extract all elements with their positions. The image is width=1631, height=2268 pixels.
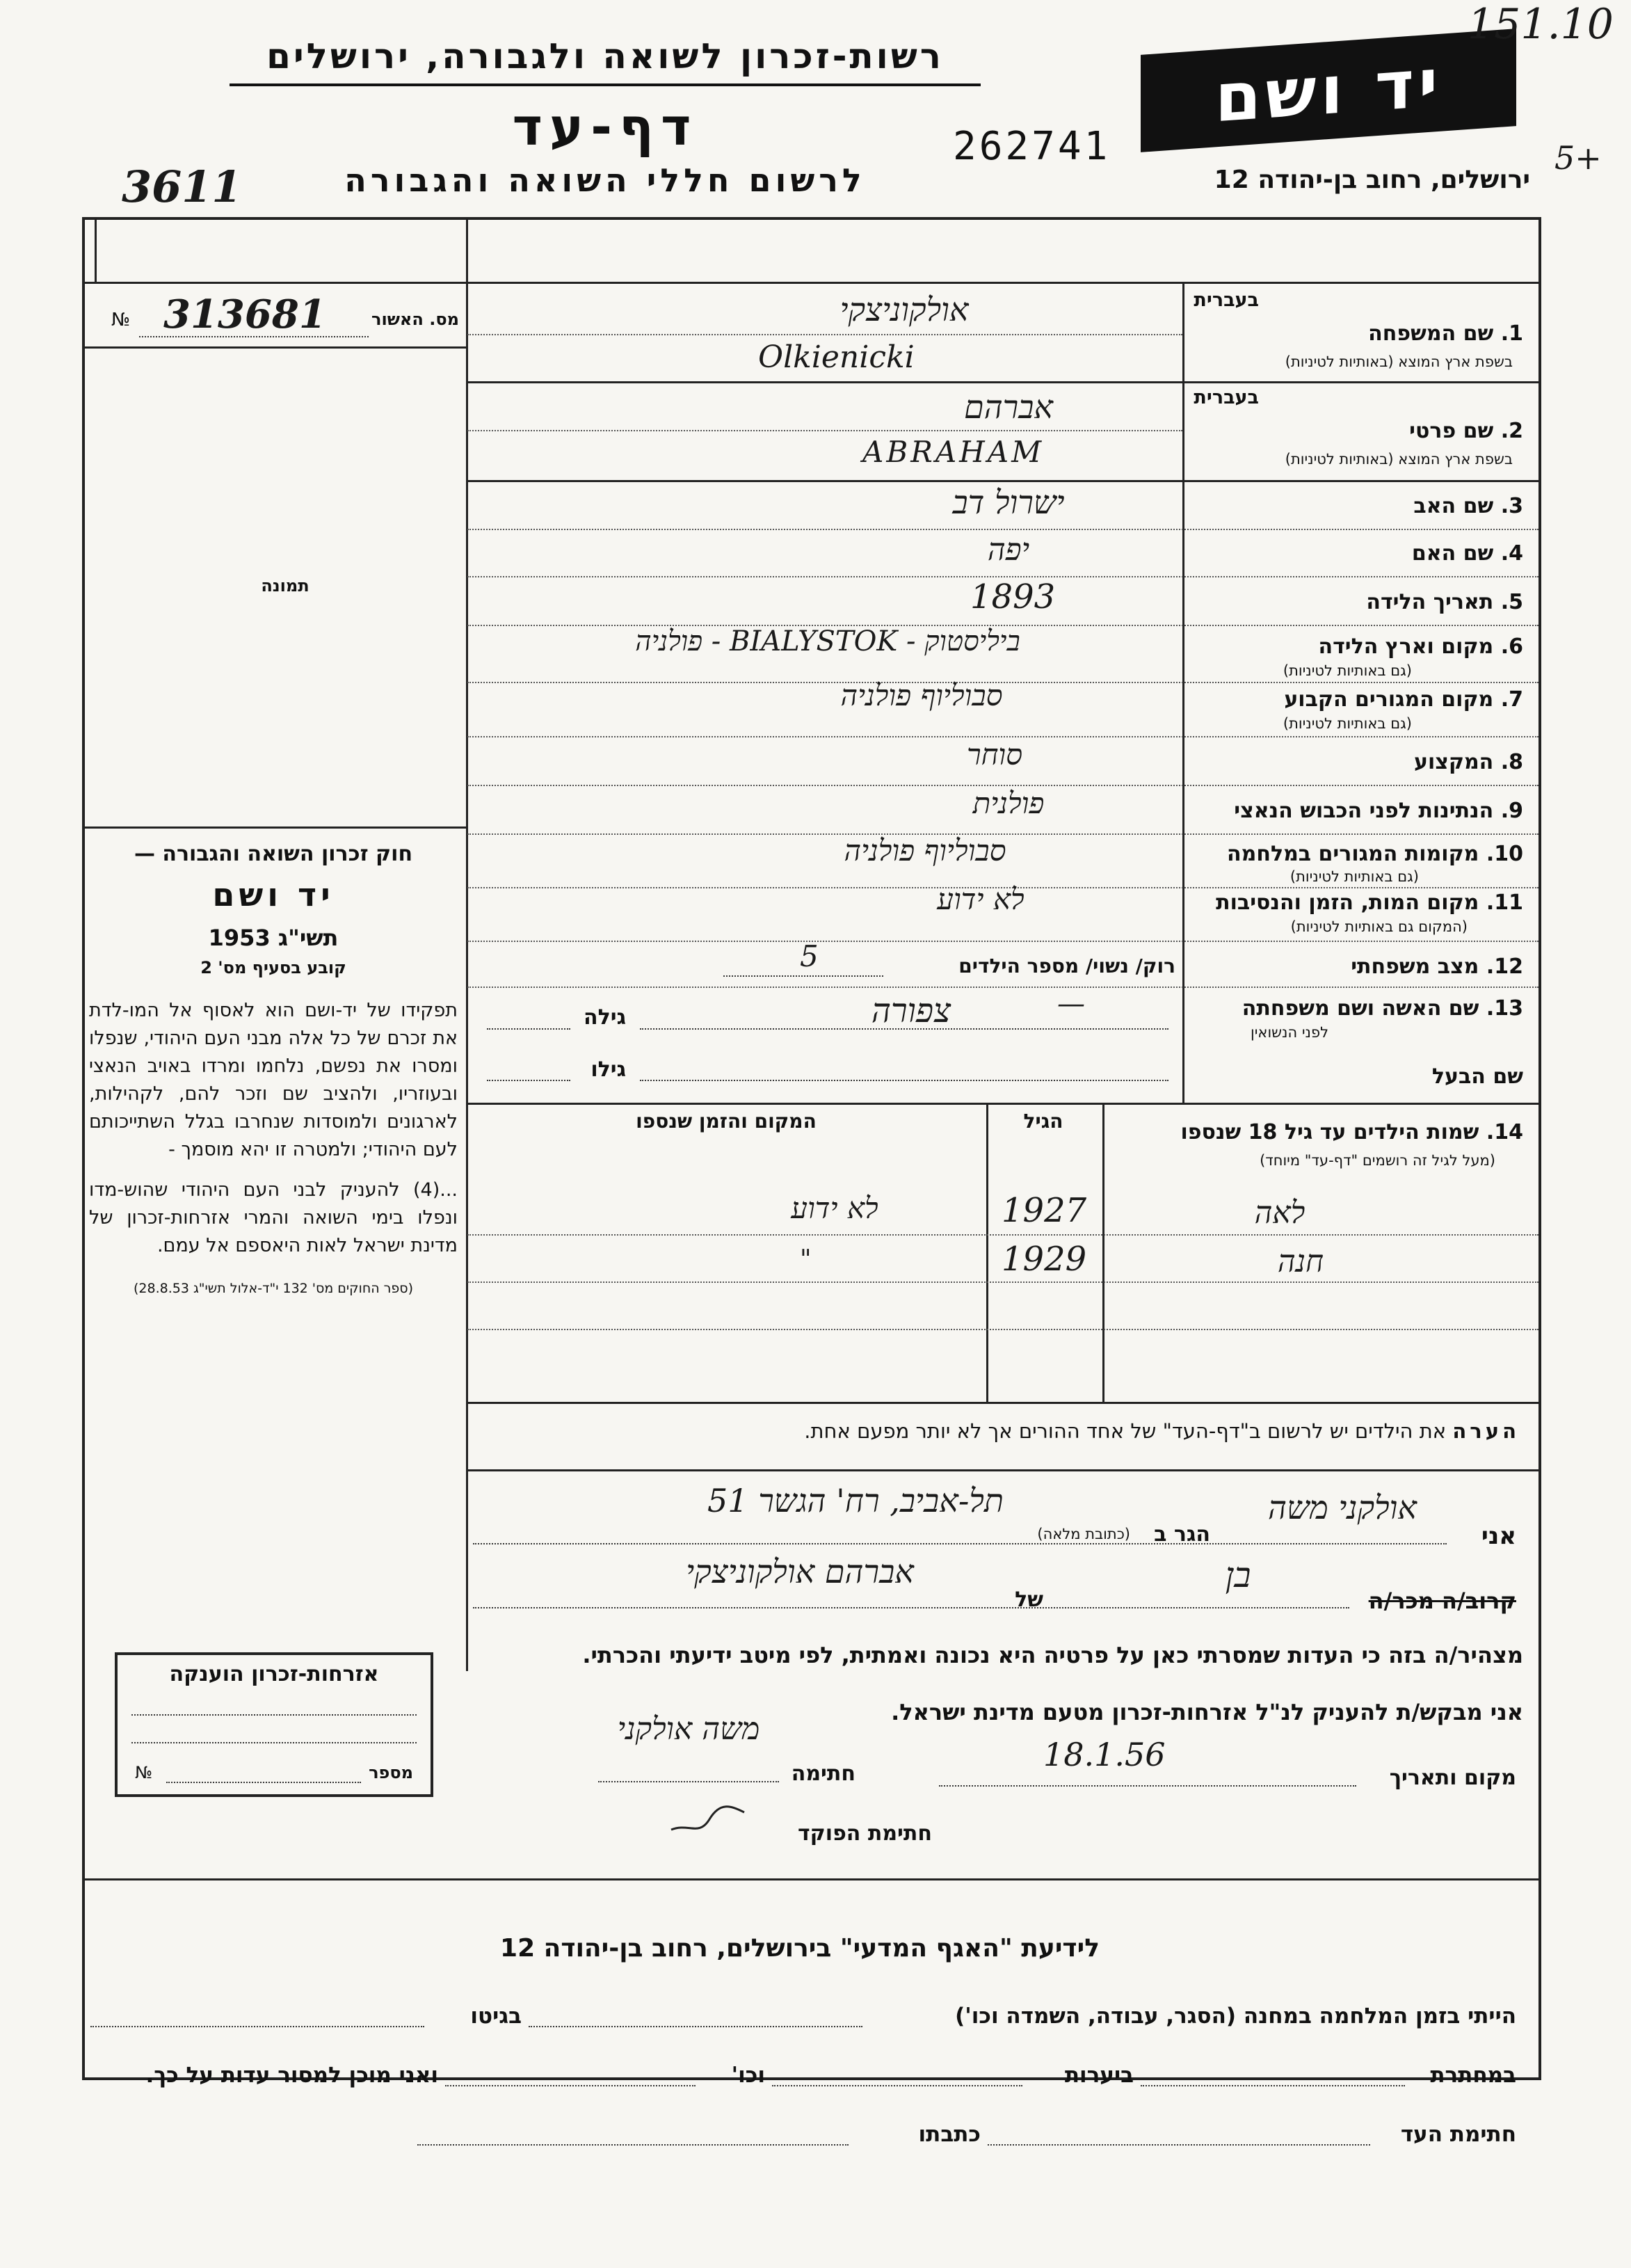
field-3-value[interactable]: ישרול דב bbox=[952, 484, 1065, 521]
field-6-label bbox=[1189, 634, 1523, 659]
husband-label: שם הבעל bbox=[1431, 1064, 1523, 1089]
official-signature-scribble bbox=[668, 1798, 751, 1840]
resides-sub: (כתובת מלאה) bbox=[1037, 1526, 1130, 1542]
remark-text: את הילדים יש לרשום ב"דף-העד" של אחד ההורים אך לא יותר מפעם אחת. bbox=[804, 1419, 1447, 1443]
field-2-hebrew-header: בעברית bbox=[1194, 387, 1259, 408]
ghetto-label: בגיטו bbox=[470, 2004, 522, 2029]
child-1-place[interactable]: לא ידוע bbox=[791, 1191, 878, 1225]
field-6-text: מקום וארץ הלידה bbox=[1318, 634, 1494, 659]
form-subtitle: לרשום חללי השואה והגבורה bbox=[344, 161, 866, 199]
handwritten-code: 3611 bbox=[122, 161, 242, 212]
citizenship-box bbox=[115, 1652, 433, 1797]
registration-number[interactable]: 313681 bbox=[163, 292, 326, 337]
citizenship-title: אזרחות-זכרון הוענקה bbox=[169, 1662, 379, 1686]
field-11-value[interactable]: לא ידוע bbox=[937, 882, 1025, 916]
declarant-address[interactable]: תל-אביב, רח' הגשר 51 bbox=[707, 1482, 1004, 1519]
child-1-name[interactable]: לאה bbox=[1254, 1195, 1305, 1231]
row3-line bbox=[467, 529, 1538, 530]
official-signature-label: חתימת הפוקד bbox=[798, 1821, 932, 1846]
citizenship-number-line bbox=[166, 1782, 361, 1783]
authority-underline bbox=[230, 83, 981, 86]
field-10-value[interactable]: סבוליוף פולניה bbox=[844, 833, 1006, 868]
forests-line bbox=[772, 2085, 1022, 2086]
citizenship-no-symbol: № bbox=[135, 1763, 152, 1782]
children-title bbox=[1106, 1120, 1523, 1144]
field-1-text: שם המשפחה bbox=[1368, 321, 1494, 346]
children-title-text: שמות הילדים עד גיל 18 שנספו bbox=[1180, 1120, 1479, 1144]
row1a-line bbox=[467, 334, 1182, 335]
place-date-line bbox=[939, 1785, 1356, 1787]
child-row-1-line bbox=[467, 1234, 1538, 1236]
field-13-sub: לפני הנשואין bbox=[1250, 1024, 1328, 1041]
field-11-text: מקום המות, הזמן והנסיבות bbox=[1216, 891, 1479, 915]
relative-line bbox=[473, 1607, 1349, 1608]
field-5-num: 5. bbox=[1500, 590, 1523, 614]
field-8-label bbox=[1189, 750, 1523, 774]
field-4-value[interactable]: יפה bbox=[987, 532, 1030, 568]
address: ירושלים, רחוב בן-יהודה 12 bbox=[1214, 166, 1530, 194]
authority-title: רשות-זכרון לשואה ולגבורה, ירושלים bbox=[266, 36, 944, 77]
child-row-2-line bbox=[467, 1281, 1538, 1283]
field-13-label bbox=[1189, 996, 1523, 1021]
field-12-line bbox=[723, 975, 883, 977]
etc-label: וכו' bbox=[731, 2063, 765, 2088]
field-12-num: 12. bbox=[1486, 955, 1523, 979]
field-12-status-options: רוק/ נשוי/ מספר הילדים bbox=[958, 955, 1175, 977]
field-8-text: המקצוע bbox=[1413, 750, 1494, 774]
of-value[interactable]: אברהם אולקוניצקי bbox=[686, 1553, 914, 1590]
signature-value[interactable]: משה אולקני bbox=[617, 1711, 760, 1747]
law-text-2: ...(4) להעניק לבני העם היהודי שהוש-מדו ונפלו בימי השואה והמרי אזרחות-זכרון של מדינת ישראל לאות היאספם אל עמם. bbox=[89, 1179, 458, 1256]
field-2-value[interactable]: אברהם bbox=[963, 388, 1054, 426]
testimony-label: ואני מוכן למסור עדות על כך. bbox=[145, 2063, 438, 2088]
child-2-name[interactable]: חנה bbox=[1277, 1244, 1324, 1279]
photo-bottom bbox=[82, 826, 466, 829]
field-8-value[interactable]: סוחר bbox=[966, 737, 1023, 772]
declaration-ani: אני bbox=[1481, 1522, 1516, 1550]
field-2-num: 2. bbox=[1500, 419, 1523, 443]
of-label: של bbox=[1015, 1588, 1043, 1612]
field-2-sub: בשפת ארץ המוצא (באותיות לטיניות) bbox=[1285, 451, 1513, 468]
etc-line bbox=[445, 2085, 696, 2086]
field-4-num: 4. bbox=[1500, 541, 1523, 566]
strip-col bbox=[95, 217, 97, 283]
field-11-label bbox=[1189, 891, 1523, 915]
field-8-num: 8. bbox=[1500, 750, 1523, 774]
field-5-text: תאריך הלידה bbox=[1366, 590, 1494, 614]
children-num: 14. bbox=[1486, 1120, 1523, 1144]
logo-text: יד ושם bbox=[1214, 43, 1443, 138]
relative-label bbox=[1356, 1588, 1516, 1614]
label-column-divider bbox=[1182, 282, 1184, 1103]
official-signature-scribble-svg bbox=[668, 1798, 751, 1840]
children-bottom-line bbox=[467, 1402, 1538, 1404]
field-5-label bbox=[1189, 590, 1523, 614]
request: אני מבקש/ת להעניק לנ"ל אזרחות-זכרון מטעם מדינת ישראל. bbox=[891, 1699, 1523, 1725]
yad-vashem-logo bbox=[1141, 29, 1516, 152]
field-12-children-count[interactable]: 5 bbox=[800, 939, 819, 973]
signature-line bbox=[598, 1781, 779, 1782]
field-6-value[interactable]: ביליסטוק - BIALYSTOK - פולניה bbox=[635, 625, 1020, 657]
husband-line bbox=[640, 1080, 1168, 1081]
field-7-sub: (גם באותיות לטיניות) bbox=[1283, 715, 1412, 732]
husband-age-label: גילו bbox=[590, 1057, 626, 1082]
form-title: דף-עד bbox=[512, 97, 698, 157]
citizenship-line-2 bbox=[131, 1742, 417, 1743]
field-10-text: מקומות המגורים במלחמה bbox=[1227, 842, 1479, 866]
registration-field bbox=[97, 292, 459, 344]
resides-label: הגר ב bbox=[1154, 1522, 1210, 1547]
wife-age-value[interactable]: — bbox=[1057, 988, 1085, 1020]
law-clause: קובע בסעיף מס' 2 bbox=[200, 958, 346, 977]
field-2-value-latin[interactable]: ABRAHAM bbox=[862, 435, 1045, 469]
field-7-label bbox=[1189, 687, 1523, 712]
row2-line bbox=[467, 480, 1538, 482]
corner-number: 151.10 bbox=[1468, 0, 1614, 49]
field-1-sub: בשפת ארץ המוצא (באותיות לטיניות) bbox=[1285, 353, 1513, 370]
row11-line bbox=[467, 941, 1538, 942]
field-4-label bbox=[1189, 541, 1523, 566]
field-7-num: 7. bbox=[1500, 687, 1523, 712]
remark-label: הערה bbox=[1452, 1419, 1520, 1443]
field-4-text: שם האם bbox=[1411, 541, 1494, 566]
field-1-value[interactable]: אולקוניצקי bbox=[839, 291, 969, 328]
field-9-value[interactable]: פולנית bbox=[972, 786, 1045, 820]
row2a-line bbox=[467, 430, 1182, 431]
citizenship-line-1 bbox=[131, 1714, 417, 1716]
field-11-num: 11. bbox=[1486, 891, 1523, 915]
wife-age-line bbox=[487, 1028, 570, 1030]
bottom-title: לידיעת "האגף המדעי" בירושלים, רחוב בן-יהודה 12 bbox=[500, 1934, 1100, 1963]
field-5-value[interactable]: 1893 bbox=[970, 577, 1056, 616]
row1-line bbox=[467, 381, 1538, 383]
left-column-divider bbox=[466, 217, 468, 1671]
corner-mark: 5+ bbox=[1554, 139, 1602, 177]
stamp-number: 262741 bbox=[953, 124, 1111, 169]
field-13-text: שם האשה ושם משפחתה bbox=[1242, 996, 1479, 1021]
registration-line bbox=[139, 336, 369, 337]
law-year: תשי"ג 1953 bbox=[208, 925, 339, 951]
witness-address-line bbox=[417, 2144, 849, 2146]
field-9-num: 9. bbox=[1500, 799, 1523, 823]
children-top-line bbox=[467, 1103, 1538, 1105]
children-col1 bbox=[986, 1103, 988, 1402]
field-9-text: הנתינות לפני הכבוש הנאצי bbox=[1234, 799, 1494, 823]
field-13-value[interactable]: צפורה bbox=[871, 991, 951, 1030]
law-title: חוק זכרון השואה והגבורה — bbox=[134, 842, 413, 866]
remark bbox=[473, 1419, 1520, 1443]
child-1-age[interactable]: 1927 bbox=[1002, 1191, 1087, 1230]
signature-label: חתימה bbox=[791, 1762, 855, 1786]
law-text-1: תפקידו של יד-ושם הוא לאסוף אל המו-לדת את זכרם של כל אלה מבני העם היהודי, שנפלו ומסרו את נפשם, נלחמו ומרדו באויב הנאצי ובעוזריו, ולהציב שם וזכר להם, לקהילות, לארגונים ולמוסדות שנחרבו בגלל השתייכותם לעם היהודי; ולמטרה זו יהא מוסמך - bbox=[89, 1000, 458, 1160]
witness-signature-label: חתימת העד bbox=[1400, 2122, 1516, 2147]
witness-signature-line bbox=[988, 2144, 1370, 2146]
row12-line bbox=[467, 987, 1538, 988]
child-2-age[interactable]: 1929 bbox=[1002, 1240, 1087, 1279]
underground-line bbox=[1141, 2085, 1405, 2086]
field-13-num: 13. bbox=[1486, 996, 1523, 1021]
field-7-value[interactable]: סבוליוף פולניה bbox=[840, 678, 1003, 712]
underground-label: במחתרת bbox=[1430, 2063, 1516, 2088]
children-age-header: הגיל bbox=[1023, 1110, 1063, 1133]
field-2-text: שם פרטי bbox=[1409, 419, 1494, 443]
field-10-sub: (גם באותיות לטיניות) bbox=[1289, 868, 1419, 885]
witness-address-label: כתבתו bbox=[918, 2122, 981, 2147]
reg-line bbox=[82, 346, 466, 349]
field-1-num: 1. bbox=[1500, 321, 1523, 346]
field-10-num: 10. bbox=[1486, 842, 1523, 866]
child-row-3-line bbox=[467, 1329, 1538, 1330]
field-3-label bbox=[1189, 494, 1523, 518]
children-col2 bbox=[1102, 1103, 1104, 1402]
children-note: (מעל לגיל זה רושמים "דף-עד" מיוחד) bbox=[1260, 1152, 1495, 1169]
photo-label: תמונה bbox=[261, 576, 310, 596]
husband-age-line bbox=[487, 1080, 570, 1081]
wife-age-label: גילה bbox=[584, 1005, 626, 1030]
camp-line-field bbox=[529, 2026, 862, 2027]
law-box bbox=[89, 842, 458, 1296]
field-2-label bbox=[1189, 419, 1523, 443]
declarant-name[interactable]: אולקני משה bbox=[1268, 1489, 1417, 1526]
place-date-label: מקום ותאריך bbox=[1389, 1766, 1516, 1790]
relation-value[interactable]: בן bbox=[1225, 1555, 1251, 1595]
field-10-label bbox=[1189, 842, 1523, 866]
registration-label: מס. האשור bbox=[371, 310, 459, 329]
declarant-line bbox=[473, 1543, 1447, 1544]
ghetto-line bbox=[90, 2026, 424, 2027]
field-6-sub: (גם באותיות לטיניות) bbox=[1283, 662, 1412, 679]
camp-line-label: הייתי בזמן המלחמה במחנה (הסגר, עבודה, השמדה וכו') bbox=[955, 2004, 1516, 2029]
field-1-value-latin[interactable]: Olkienicki bbox=[758, 340, 915, 375]
children-place-header: המקום והזמן שנספו bbox=[636, 1110, 817, 1133]
field-1-hebrew-header: בעברית bbox=[1194, 289, 1259, 311]
date-value[interactable]: 18.1.56 bbox=[1043, 1736, 1166, 1773]
child-2-place[interactable]: " bbox=[800, 1245, 812, 1274]
field-13-line bbox=[640, 1028, 1168, 1030]
field-3-text: שם האב bbox=[1413, 494, 1494, 518]
relative-text: קרוב/ה מכר/ה bbox=[1368, 1588, 1516, 1614]
field-3-num: 3. bbox=[1500, 494, 1523, 518]
law-footer: (ספר החוקים מס' 132 י"ד-אלול תשי"ג 28.8.53) bbox=[133, 1281, 414, 1296]
citizenship-number-label: מספר bbox=[369, 1763, 413, 1782]
field-7-text: מקום המגורים הקבוע bbox=[1284, 687, 1494, 712]
bottom-section-line bbox=[82, 1878, 1538, 1880]
top-strip-line bbox=[82, 282, 1538, 284]
statement: מצהיר/ה בזה כי העדות שמסרתי כאן על פרטיה היא נכונה ואמתית, לפי מיטב ידיעתי והכרתי. bbox=[582, 1642, 1523, 1668]
field-12-label bbox=[1189, 955, 1523, 979]
field-1-label bbox=[1189, 321, 1523, 346]
forests-label: ביערות bbox=[1064, 2063, 1134, 2088]
registration-no-symbol: № bbox=[111, 310, 131, 330]
field-6-num: 6. bbox=[1500, 634, 1523, 659]
law-name: יד ושם bbox=[212, 876, 335, 913]
remark-line bbox=[467, 1469, 1538, 1471]
field-12-text: מצב משפחתי bbox=[1351, 955, 1479, 979]
field-9-label bbox=[1189, 799, 1523, 823]
field-11-sub: (המקום גם באותיות לטיניות) bbox=[1290, 918, 1468, 935]
